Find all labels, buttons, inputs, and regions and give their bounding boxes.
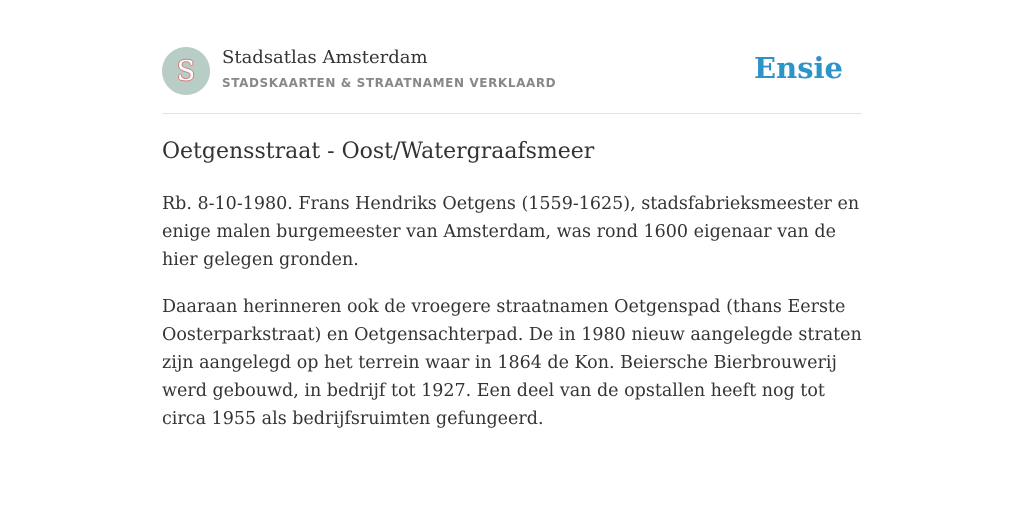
- page-title: Oetgensstraat - Oost/Watergraafsmeer: [162, 139, 595, 164]
- article-paragraph: Daaraan herinneren ook de vroegere straatnamen Oetgenspad (thans Eerste Oosterparkstraat) en Oetgensachterpad. De in 1980 nieuw aangelegde straten zijn aangelegd op het terrein waar in 1864 de Kon. Beiersche Bierbrouwerij werd gebouwd, in bedrijf tot 1927. Een deel van de opstallen heeft nog tot circa 1955 als bedrijfsruimten gefungeerd.: [162, 297, 862, 429]
- site-title[interactable]: Stadsatlas Amsterdam: [222, 47, 428, 68]
- site-subtitle: STADSKAARTEN & STRAATNAMEN VERKLAARD: [222, 76, 557, 90]
- brand-logo[interactable]: Ensie: [754, 51, 843, 85]
- avatar-letter: S: [176, 56, 196, 87]
- site-header: [162, 46, 862, 96]
- article-body: [162, 190, 870, 452]
- header-divider: [162, 113, 862, 114]
- avatar[interactable]: [162, 47, 210, 95]
- article-paragraph: Rb. 8-10-1980. Frans Hendriks Oetgens (1559-1625), stadsfabrieksmeester en enige malen burgemeester van Amsterdam, was rond 1600 eigenaar van de hier gelegen gronden.: [162, 194, 860, 270]
